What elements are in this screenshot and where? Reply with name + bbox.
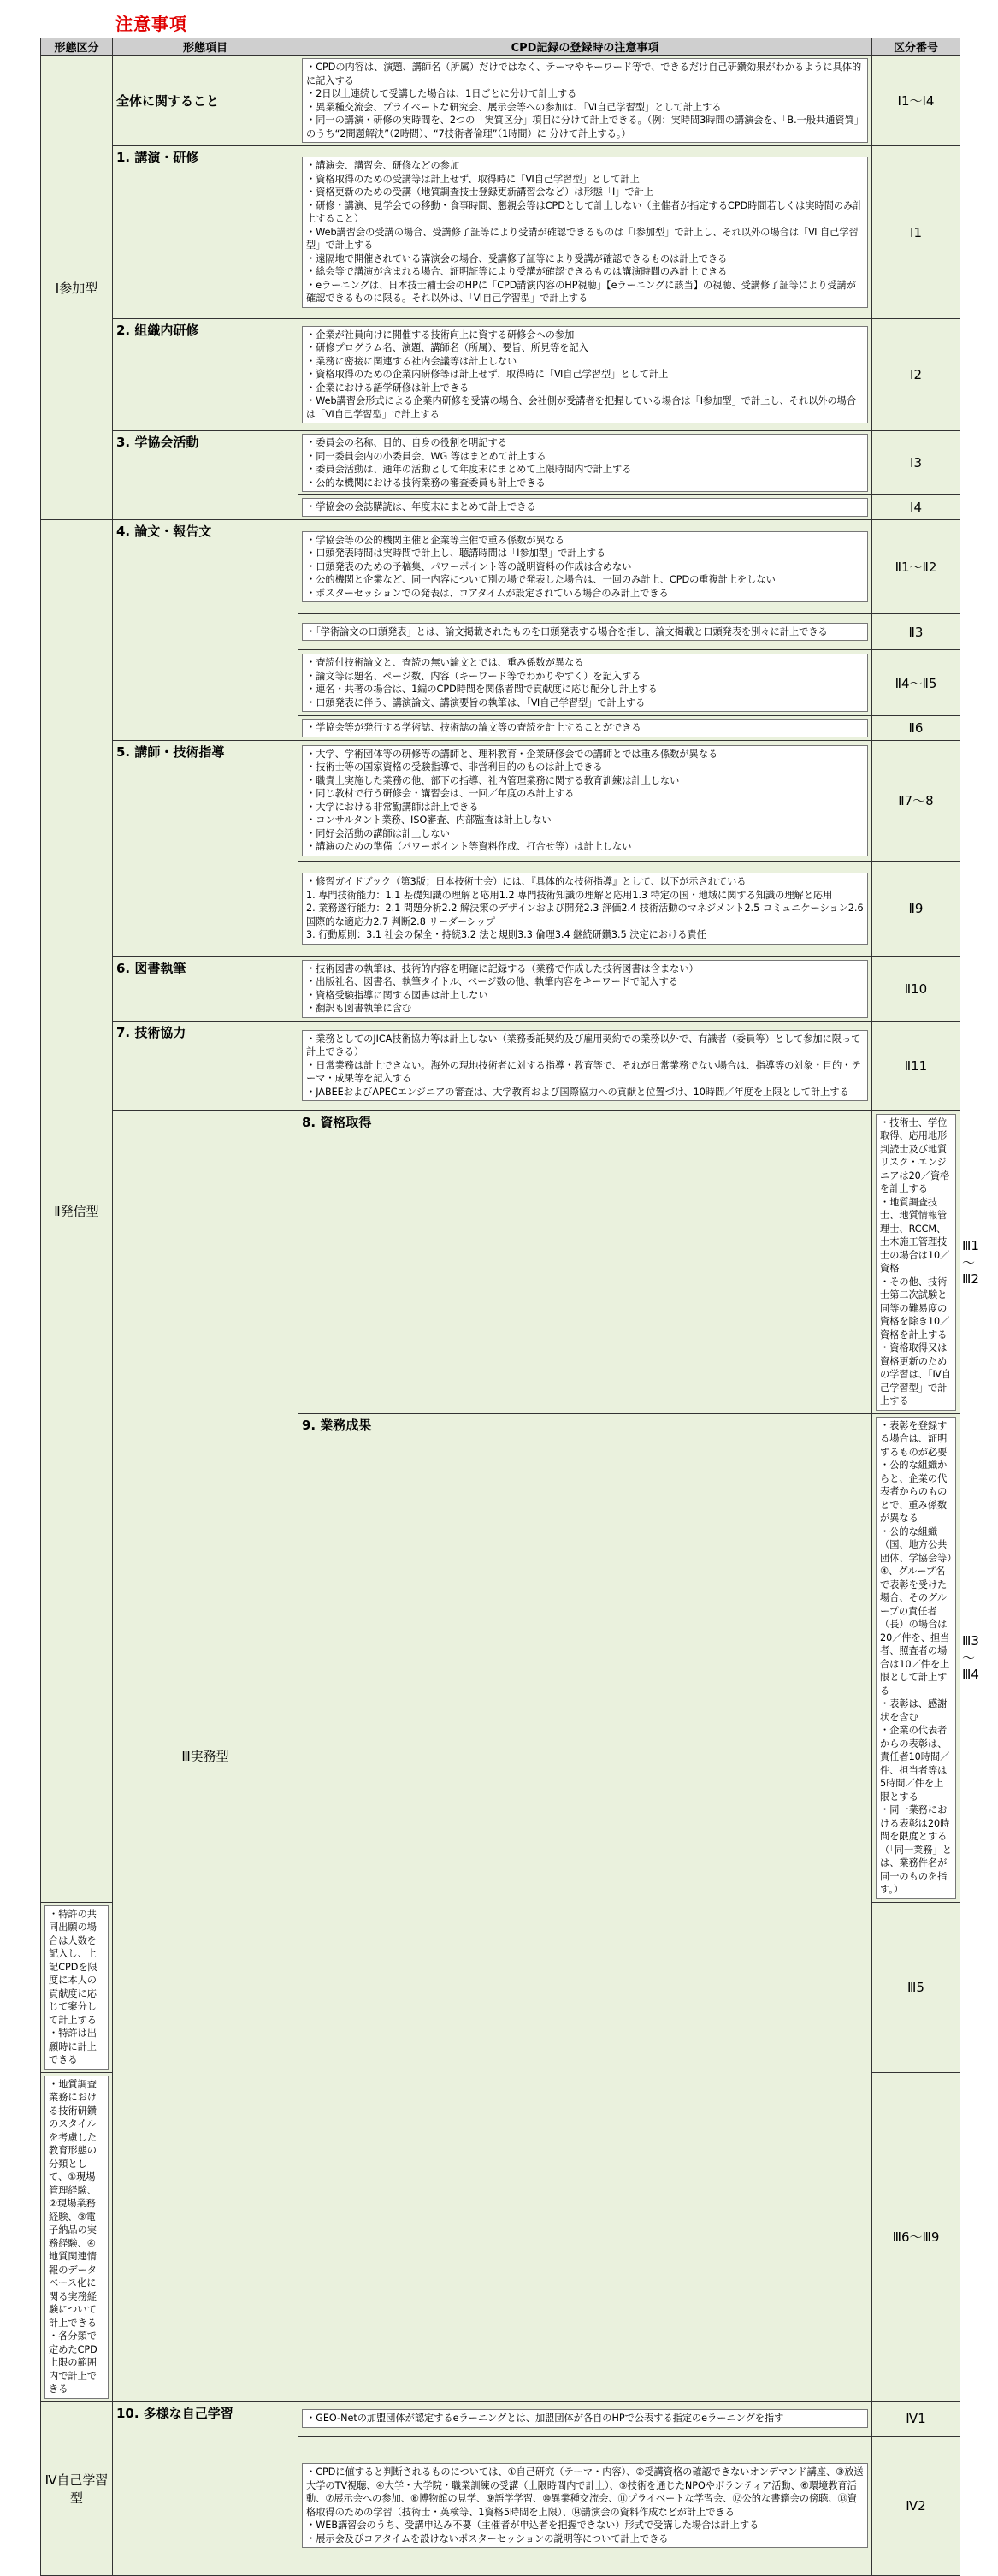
- note-line: ・WEB講習会のうち、受講申込み不要（主催者が申込者を把握できない）形式で受講した場合は計上する: [306, 2520, 759, 2531]
- notes-cell: [872, 1110, 960, 1413]
- note-line: ・同好会活動の講師は計上しない: [306, 827, 450, 839]
- note-line: ・eラーニングは、日本技士補士会のHPに「CPD講演内容のHP視聴」【eラーニングに該当】の視聴、受講修了証等により受講が確認できるものに限る。それ以外は、「Ⅵ自己学習型」で計上する: [306, 279, 856, 305]
- note-line: ・同じ教材で行う研修会・講習会は、一回／年度のみ計上する: [306, 788, 575, 799]
- note-line: ・ポスターセッションでの発表は、コアタイムが設定されている場合のみ計上できる: [306, 587, 669, 599]
- note-line: ・展示会及びコアタイムを設けないポスターセッションの説明等について計上できる: [306, 2532, 669, 2544]
- note-line: ・修習ガイドブック（第3版；日本技術士会）には、『具体的な技術指導』として、以下が示されている: [306, 876, 747, 888]
- note-line: ・大学における非常勤講師は計上できる: [306, 801, 479, 813]
- note-line: ・講演会、講習会、研修などの参加: [306, 160, 460, 172]
- item-general: 全体に関すること: [113, 56, 298, 146]
- note-line: ・JABEEおよびAPECエンジニアの審査は、大学教育および国際協力への貢献と位置づけ、10時間／年度を上限として計上する: [306, 1086, 849, 1098]
- note-line: ・表彰を登録する場合は、証明するものが必要: [880, 1419, 948, 1458]
- note-line: ・Web講習会の受講の場合、受講修了証等により受講が確認できるものは「Ⅰ参加型」で計上し、それ以外の場合は「Ⅵ 自己学習型」で計上する: [306, 226, 859, 252]
- note-line: ・日常業務は計上できない。海外の現地技術者に対する指導・教育等で、それが日常業務でない場合は、指導等の対象・目的・テーマ・成果等を記入する: [306, 1059, 861, 1085]
- note-line: ・コンサルタント業務、ISO審査、内部監査は計上しない: [306, 814, 552, 826]
- note-line: ・学協会等の公的機関主催と企業等主催で重み係数が異なる: [306, 534, 565, 546]
- note-line: ・「学術論文の口頭発表」とは、論文掲載されたものを口頭発表する場合を指し、論文掲載と口頭発表を別々に計上できる: [306, 625, 828, 637]
- code-cell: Ⅱ1～Ⅱ2: [872, 520, 960, 614]
- note-line: ・出版社名、図書名、執筆タイトル、ページ数の他、執筆内容をキーワードで記入する: [306, 976, 678, 987]
- item-in-house-training: 2. 組織内研修: [113, 319, 298, 431]
- note-line: ・CPDに値すると判断されるものについては、①自己研究（テーマ・内容）、②受講資格の確認できないオンデマンド講座、③放送大学のTV視聴、④大学・大学院・職業訓練の受講（上限時間内で計上）、⑤技術を通じたNPOやボランティア活動、⑥環境教育活動、⑦展示会への参加、⑧博物館の見学、⑨語学学習、⑩異業種交流会、⑪プライベートな学習会、⑫公的な書籍会の傍聴、⑬資格取得のための学習（技術士・英検等、1資格5時間を上限）、⑭講演会の資料作成などが計上できる: [306, 2466, 864, 2518]
- note-line: ・口頭発表時間は実時間で計上し、聴講時間は「Ⅰ参加型」で計上する: [306, 548, 606, 560]
- code-cell: Ⅱ9: [872, 861, 960, 956]
- notes-cell: [298, 520, 872, 614]
- notes-cell: [41, 1902, 113, 2072]
- note-line: 2. 業務遂行能力：2.1 問題分析2.2 解決策のデザインおよび開発2.3 評価2.4 技術活動のマネジメント2.5 コミュニケーション2.6 国際的な適応力2.7 判断2.8 リーダーシップ: [306, 903, 864, 927]
- note-line: ・学協会の会誌購読は、年度末にまとめて計上できる: [306, 501, 536, 513]
- code-cell: Ⅰ2: [872, 319, 960, 431]
- table-row: [41, 146, 960, 319]
- note-line: ・大学、学術団体等の研修等の講師と、理科教育・企業研修会での講師とでは重み係数が異なる: [306, 748, 718, 760]
- note-line: ・学協会等が発行する学術誌、技術誌の論文等の査読を計上することができる: [306, 722, 641, 733]
- notes-cell: [298, 716, 872, 741]
- item-papers-reports: 4. 論文・報告文: [113, 520, 298, 741]
- note-line: ・研修プログラム名、演題、講師名（所属）、要旨、所見等を記入: [306, 342, 588, 354]
- header-category: 形態区分: [41, 38, 113, 56]
- table-row: [41, 1021, 960, 1110]
- note-line: ・その他、技術士第二次試験と同等の難易度の資格を除き10／資格を計上する: [880, 1276, 950, 1341]
- table-row: [41, 520, 960, 614]
- header-notes: CPD記録の登録時の注意事項: [298, 38, 872, 56]
- notes-cell: [41, 2072, 113, 2401]
- note-line: ・資格更新のための受講（地質調査技士登録更新講習会など）は形態「Ⅰ」で計上: [306, 187, 654, 198]
- note-line: ・論文等は題名、ページ数、内容（キーワード等でわかりやすく）を記入する: [306, 670, 641, 682]
- note-line: ・公的な機関における技術業務の審査委員も計上できる: [306, 477, 546, 489]
- notes-cell: [298, 495, 872, 520]
- note-line: ・資格受験指導に関する図書は計上しない: [306, 989, 488, 1001]
- table-header-row: [41, 38, 960, 56]
- note-line: ・技術士等の国家資格の受験指導で、非営利目的のものは計上できる: [306, 761, 603, 773]
- code-cell: Ⅱ6: [872, 716, 960, 741]
- code-cell: Ⅱ10: [872, 956, 960, 1021]
- notes-cell: [298, 56, 872, 146]
- table-row: Ⅲ実務型 8. 資格取得 ・技術士、学位取得、応用地形判読士及び地質リスク・エンジニアは20／資格を計上する ・地質調査技士、地質情報管理士、RCCM、土木施工管理技士の場合は10／資格 ・その他、技術士第二次試験と同等の難易度の資格を除き10／資格を計上する ・資格取得又は資格更新のための学習は、「Ⅳ自己学習型」で計上する Ⅲ1～Ⅲ2: [41, 1110, 960, 1413]
- note-line: ・資格取得のための企業内研修等は計上せず、取得時に「Ⅵ自己学習型」として計上: [306, 369, 669, 381]
- table-row: [41, 319, 960, 431]
- code-cell: Ⅱ11: [872, 1021, 960, 1110]
- code-cell: Ⅱ4～Ⅱ5: [872, 650, 960, 716]
- note-line: ・同一業務における表彰は20時間を限度とする（「同一業務」とは、業務件名が同一のものを指す。）: [880, 1804, 952, 1895]
- header-code: 区分番号: [872, 38, 960, 56]
- note-line: ・表彰は、感謝状を含む: [880, 1698, 948, 1723]
- cpd-notes-table: [40, 38, 979, 2576]
- notes-cell: [872, 1413, 960, 1902]
- notes-cell: [298, 2401, 872, 2436]
- page-title: 注意事項: [115, 14, 187, 34]
- note-line: ・口頭発表のための予稿集、パワーポイント等の説明資料の作成は含めない: [306, 560, 632, 572]
- note-line: ・連名・共著の場合は、1編のCPD時間を関係者間で貢献度に応じ配分し計上する: [306, 684, 658, 695]
- notes-cell: [298, 319, 872, 431]
- note-line: ・企業が社員向けに開催する技術向上に資する研修会への参加: [306, 329, 575, 341]
- code-cell: Ⅳ2: [872, 2436, 960, 2575]
- note-line: ・委員会の名称、目的、自身の役割を明記する: [306, 437, 507, 448]
- category-presentation: Ⅱ発信型: [41, 520, 113, 1903]
- note-line: ・職責上実施した業務の他、部下の指導、社内管理業務に関する教育訓練は計上しない: [306, 774, 680, 786]
- notes-cell: [298, 614, 872, 650]
- note-line: ・業務としてのJICA技術協力等は計上しない（業務委託契約及び雇用契約での業務以外で、有識者（委員等）として参加に限って計上できる）: [306, 1033, 861, 1058]
- note-line: ・資格取得又は資格更新のための学習は、「Ⅳ自己学習型」で計上する: [880, 1342, 952, 1406]
- note-line: ・資格取得のための受講等は計上せず、取得時に「Ⅵ自己学習型」として計上: [306, 173, 640, 185]
- note-line: ・特許の共同出願の場合は人数を記入し、上記CPDを限度に本人の貢献度に応じて案分して計上する: [49, 1908, 97, 2026]
- note-line: ・地質調査業務における技術研鑽のスタイルを考慮した教育形態の分類として、①現場管理経験、②現場業務経験、③電子納品の実務経験、④地質関連情報のデータベース化に関る実務経験について計上できる: [49, 2078, 97, 2329]
- note-line: ・遠隔地で開催されている講演会の場合、受講修了証等により受講が確認できるものは計上できる: [306, 252, 728, 264]
- note-line: ・地質調査技士、地質情報管理士、RCCM、土木施工管理技士の場合は10／資格: [880, 1196, 950, 1274]
- item-instructor-guidance: 5. 講師・技術指導: [113, 740, 298, 956]
- note-line: ・講演のための準備（パワーポイント等資料作成、打合せ等）は計上しない: [306, 841, 632, 852]
- notes-cell: [298, 650, 872, 716]
- note-line: ・異業種交流会、プライベートな研究会、展示会等への参加は、「Ⅵ自己学習型」として計上する: [306, 101, 722, 113]
- code-cell: Ⅰ3: [872, 431, 960, 495]
- note-line: ・Web講習会形式による企業内研修を受講の場合、会社側が受講者を把握している場合は「Ⅰ参加型」で計上し、それ以外の場合は「Ⅵ自己学習型」で計上する: [306, 395, 857, 420]
- note-line: ・公的な組織からと、企業の代表者からのものとで、重み係数が異なる: [880, 1460, 948, 1524]
- code-cell: Ⅰ4: [872, 495, 960, 520]
- item-qualification: 8. 資格取得: [298, 1110, 872, 1413]
- category-self-study: Ⅳ自己学習型: [41, 2401, 113, 2575]
- note-line: ・公的な組織（国、地方公共団体、学協会等）④、グループ名で表彰を受けた場合、そのグループの責任者（長）の場合は20／件を、担当者、照査者の場合は10／件を上限として計上する: [880, 1525, 952, 1697]
- notes-cell: [298, 146, 872, 319]
- item-technical-cooperation: 7. 技術協力: [113, 1021, 298, 1110]
- note-line: 1. 専門技術能力：1.1 基礎知識の理解と応用1.2 専門技術知識の理解と応用1.3 特定の国・地域に関する知識の理解と応用: [306, 889, 833, 901]
- table-row: 9. 業務成果 ・表彰を登録する場合は、証明するものが必要 ・公的な組織からと、企業の代表者からのものとで、重み係数が異なる ・公的な組織（国、地方公共団体、学協会等）④、グループ名で表彰を受けた場合、そのグループの責任者（長）の場合は20／件を、担当者、照査者の場合は10／件を上限として計上する ・表彰は、感謝状を含む ・企業の代表者からの表彰は、責任者10時間／件、担当者等は5時間／件を上限とする ・同一業務における表彰は20時間を限度とする（「同一業務」とは、業務件名が同一のものを指す。） Ⅲ3～Ⅲ4: [41, 1413, 960, 1902]
- note-line: ・特許は出願時に計上できる: [49, 2028, 97, 2065]
- note-line: ・翻訳も図書執筆に含む: [306, 1003, 412, 1014]
- note-line: ・口頭発表に伴う、講演論文、講演要旨の執筆は、「Ⅵ自己学習型」で計上する: [306, 696, 646, 708]
- item-book-writing: 6. 図書執筆: [113, 956, 298, 1021]
- note-line: ・企業の代表者からの表彰は、責任者10時間／件、担当者等は5時間／件を上限とする: [880, 1725, 950, 1803]
- category-practice: Ⅲ実務型: [113, 1110, 298, 2401]
- notes-cell: [298, 956, 872, 1021]
- code-cell: Ⅰ1: [872, 146, 960, 319]
- note-line: ・公的機関と企業など、同一内容について別の場で発表した場合は、一回のみ計上、CPDの重複計上をしない: [306, 574, 776, 586]
- table-row: [41, 2401, 960, 2436]
- notes-cell: [298, 2436, 872, 2575]
- note-line: ・技術図書の執筆は、技術的内容を明確に記録する（業務で作成した技術図書は含まない）: [306, 962, 699, 974]
- notes-cell: [298, 431, 872, 495]
- notes-cell: [298, 740, 872, 861]
- table-row: [41, 740, 960, 861]
- code-cell: Ⅲ6～Ⅲ9: [872, 2072, 960, 2401]
- notes-cell: [298, 1021, 872, 1110]
- table-row: [41, 56, 960, 146]
- note-line: ・GEO-Netの加盟団体が認定するeラーニングとは、加盟団体が各自のHPで公表する指定のeラーニングを指す: [306, 2413, 784, 2425]
- note-line: 3. 行動原則：3.1 社会の保全・持続3.2 法と規則3.3 倫理3.4 継続研鑽3.5 決定における責任: [306, 929, 706, 941]
- header-item: 形態項目: [113, 38, 298, 56]
- code-cell: Ⅲ5: [872, 1902, 960, 2072]
- note-line: ・企業における語学研修は計上できる: [306, 382, 469, 394]
- note-line: ・技術士、学位取得、応用地形判読士及び地質リスク・エンジニアは20／資格を計上する: [880, 1116, 950, 1194]
- code-cell: Ⅱ7～8: [872, 740, 960, 861]
- code-cell: Ⅳ1: [872, 2401, 960, 2436]
- note-line: ・総会等で講演が含まれる場合、証明証等により受講が確認できるものは講演時間のみ計上できる: [306, 266, 728, 278]
- note-line: ・各分類で定めたCPD上限の範囲内で計上できる: [49, 2330, 97, 2395]
- note-line: ・2日以上連続して受講した場合は、1日ごとに分けて計上する: [306, 88, 577, 99]
- item-work-results: 9. 業務成果: [298, 1413, 872, 2401]
- note-line: ・業務に密接に関連する社内会議等は計上しない: [306, 355, 517, 367]
- table-row: [41, 431, 960, 495]
- item-self-study: 10. 多様な自己学習: [113, 2401, 298, 2575]
- note-line: ・委員会活動は、通年の活動として年度末にまとめて上限時間内で計上する: [306, 464, 632, 475]
- table-row: [41, 956, 960, 1021]
- code-cell: Ⅰ1～Ⅰ4: [872, 56, 960, 146]
- item-lecture-training: 1. 講演・研修: [113, 146, 298, 319]
- note-line: ・研修・講演、見学会での移動・食事時間、懇親会等はCPDとして計上しない（主催者が指定するCPD時間若しくは実時間のみ計上すること）: [306, 199, 863, 225]
- item-society-activity: 3. 学協会活動: [113, 431, 298, 520]
- note-line: ・CPDの内容は、演題、講師名（所属）だけではなく、テーマやキーワード等で、できるだけ自己研鑽効果がわかるように具体的に記入する: [306, 62, 862, 86]
- note-line: ・査読付技術論文と、査読の無い論文とでは、重み係数が異なる: [306, 657, 584, 668]
- note-line: ・同一の講演・研修の実時間を、2つの「実質区分」項目に分けて計上できる。（例：実時間3時間の講演会を、「B.一般共通資質」のうち“2問題解決”（2時間）、“7技術者倫理”（1時間）に 分けて計上する。）: [306, 115, 864, 139]
- notes-cell: [298, 861, 872, 956]
- category-participation: Ⅰ参加型: [41, 56, 113, 520]
- code-cell: Ⅱ3: [872, 614, 960, 650]
- note-line: ・同一委員会内の小委員会、WG 等はまとめて計上する: [306, 450, 546, 462]
